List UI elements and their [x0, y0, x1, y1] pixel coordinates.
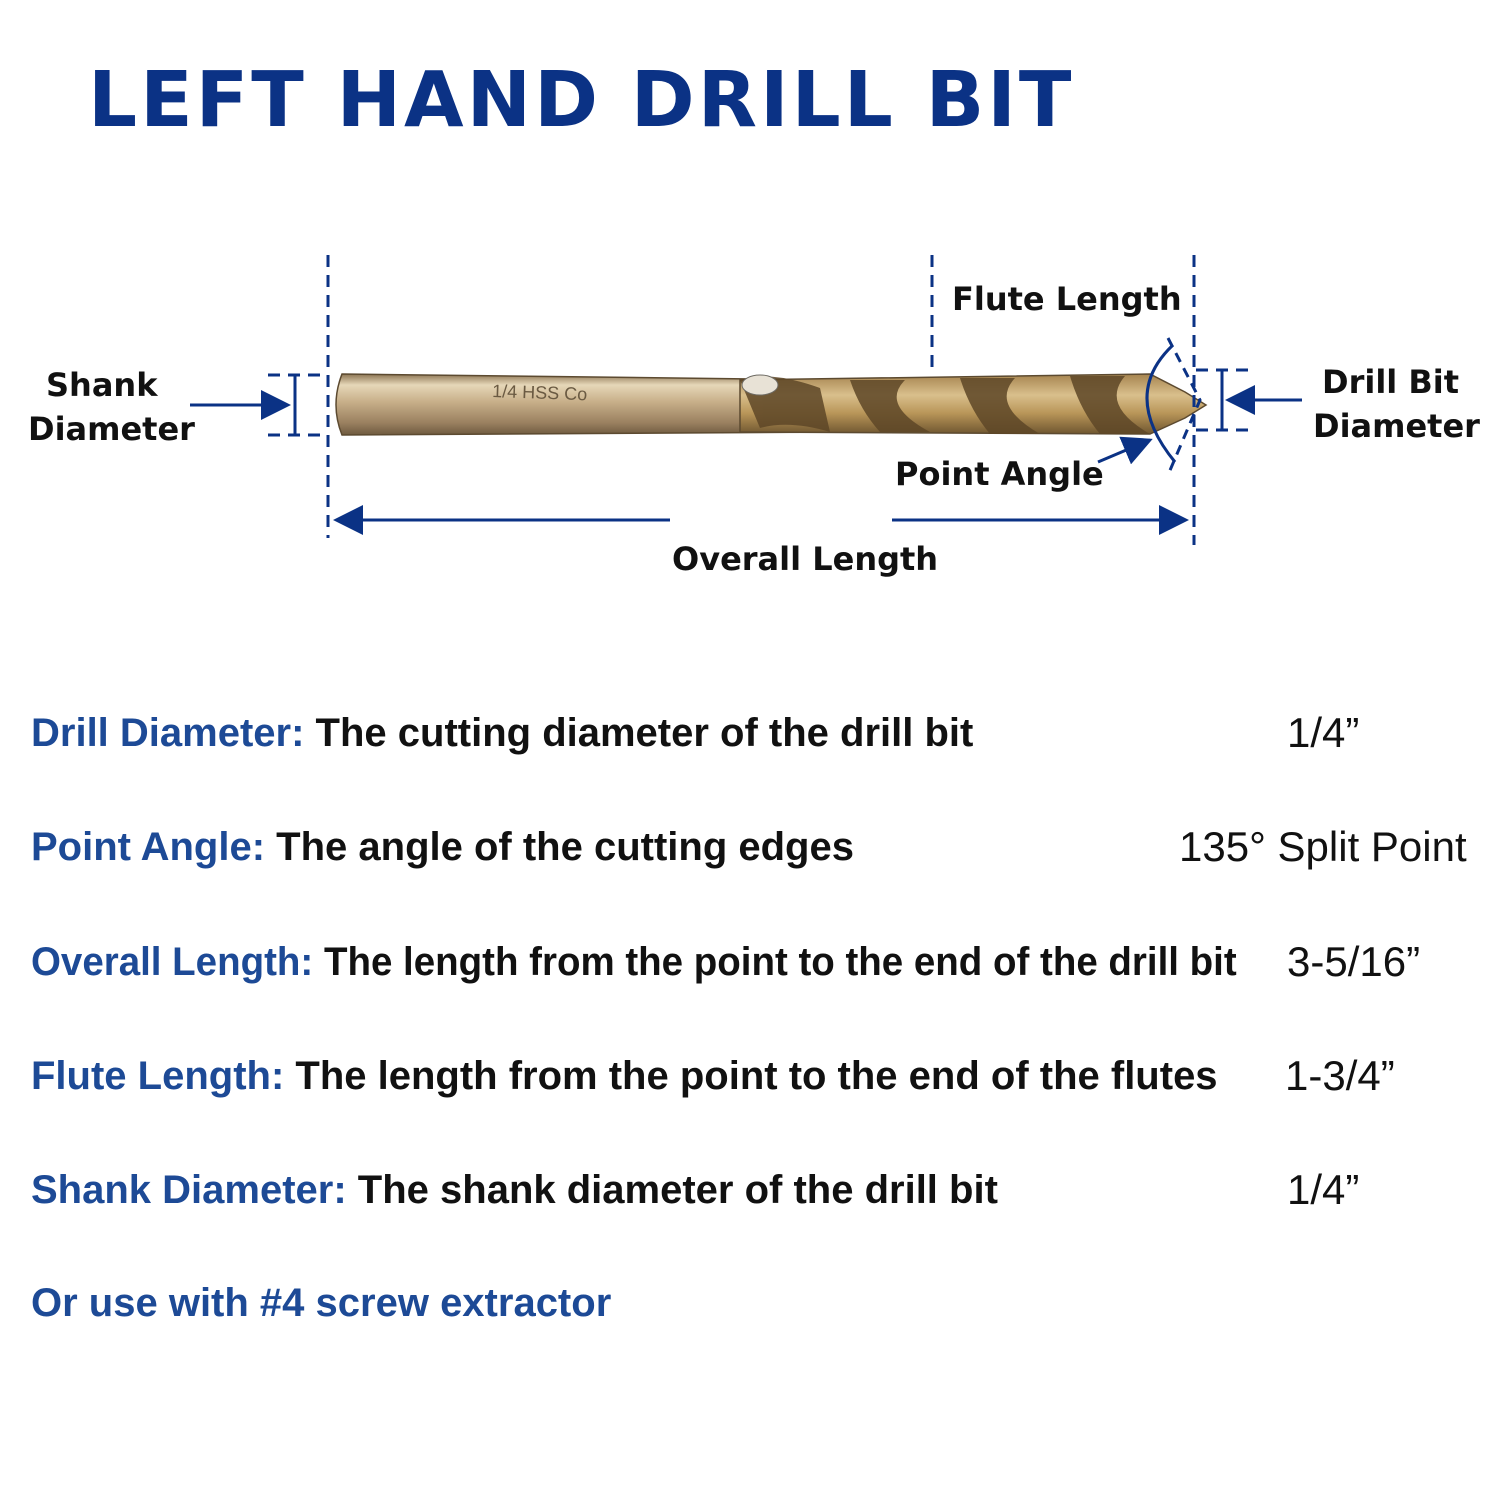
label-flute-length: Flute Length [952, 280, 1182, 318]
spec-desc: The angle of the cutting edges [276, 825, 854, 869]
spec-desc: The shank diameter of the drill bit [357, 1168, 998, 1212]
drill-bit-image [336, 374, 1206, 435]
drill-bit-diagram [0, 0, 1500, 620]
spec-value: 135° Split Point [1179, 823, 1467, 870]
label-drill-bit-diameter-2: Diameter [1313, 407, 1480, 445]
spec-desc: The length from the point to the end of the flutes [295, 1054, 1218, 1098]
spec-key: Shank Diameter: [31, 1168, 347, 1212]
label-shank-diameter-1: Shank [46, 366, 158, 404]
spec-key: Point Angle: [31, 825, 266, 869]
spec-key: Drill Diameter: [31, 711, 305, 755]
spec-row-overall-length [31, 937, 1471, 987]
spec-key: Overall Length: [31, 940, 314, 984]
spec-value: 1/4” [1287, 1166, 1360, 1213]
spec-row-drill-diameter [31, 708, 1471, 758]
spec-value: 1-3/4” [1285, 1052, 1395, 1099]
label-drill-bit-diameter-1: Drill Bit [1322, 363, 1460, 401]
spec-row-flute-length [31, 1051, 1471, 1101]
label-overall-length: Overall Length [672, 540, 939, 578]
extractor-note: Or use with #4 screw extractor [31, 1281, 612, 1325]
label-shank-diameter-2: Diameter [28, 410, 195, 448]
spec-row-shank-diameter [31, 1165, 1471, 1215]
spec-desc: The length from the point to the end of the drill bit [323, 940, 1237, 984]
point-angle-arrow [1098, 440, 1150, 462]
label-point-angle: Point Angle [895, 455, 1104, 493]
spec-desc: The cutting diameter of the drill bit [315, 711, 974, 755]
flute-lip [742, 375, 778, 395]
page-title: LEFT HAND DRILL BIT [88, 56, 1075, 145]
spec-value: 1/4” [1287, 709, 1360, 756]
spec-value: 3-5/16” [1287, 938, 1421, 985]
spec-key: Flute Length: [31, 1054, 285, 1098]
spec-row-point-angle [31, 822, 1471, 872]
bit-engraving: 1/4 HSS Co [491, 381, 588, 405]
